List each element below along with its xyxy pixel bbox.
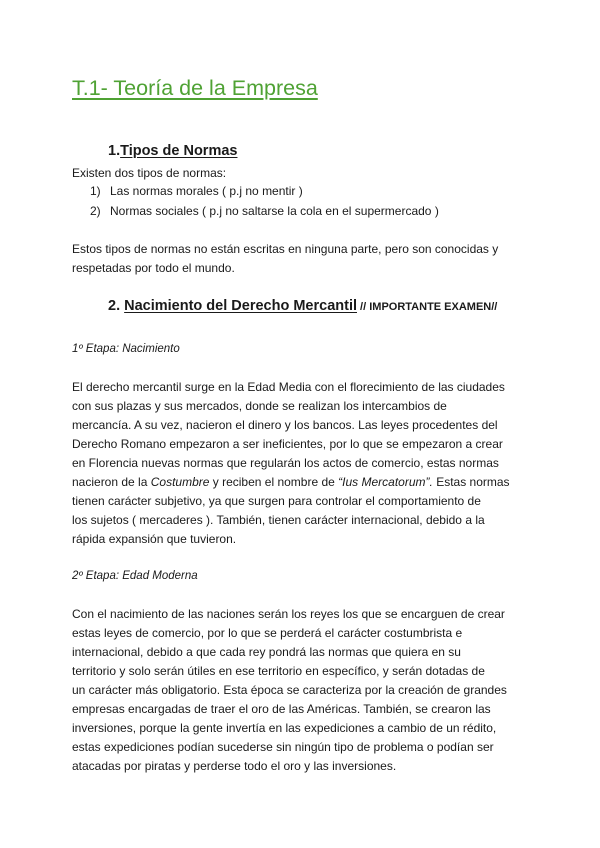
etapa-2-label: 2º Etapa: Edad Moderna bbox=[72, 570, 198, 582]
etapa-2-paragraph: Con el nacimiento de las naciones serán los reyes los que se encarguen de crear estas leyes de comercio, por lo que se perderá el carácter costumbrista e internacional, debido a que cada rey pondrá las normas que quiera en su territorio y solo serán útiles en ese territorio en específico, y serán dotadas de un carácter más obligatorio. Esta época se caracteriza por la creación de grandes empresas encargadas de traer el oro de las Américas. También, se crearon las inversiones, porque la gente invertía en las expediciones a cambio de un rédito, estas expediciones podían sucederse sin ningún tipo de problema o podían ser atacadas por piratas y perderse todo el oro y las inversiones. bbox=[72, 607, 507, 773]
section-2-heading bbox=[108, 298, 497, 314]
document-title: T.1- Teoría de la Empresa bbox=[72, 76, 318, 100]
ius-mercatorum-term: “Ius Mercatorum”. bbox=[338, 475, 433, 489]
costumbre-term: Costumbre bbox=[150, 475, 210, 489]
exam-tag: // IMPORTANTE EXAMEN// bbox=[357, 301, 498, 313]
section-1-heading bbox=[108, 143, 237, 159]
section-1-number: 1. bbox=[108, 143, 121, 159]
section-2-title: Nacimiento del Derecho Mercantil bbox=[124, 298, 357, 314]
section-1-intro: Existen dos tipos de normas: bbox=[72, 166, 227, 180]
etapa-1-paragraph: El derecho mercantil surge en la Edad Media con el florecimiento de las ciudades con sus plazas y sus mercados, donde se realizan los intercambios de mercancía. A su vez, nacieron el dinero y los bancos. Las leyes procedentes del Derecho Romano empezaron a ser ineficientes, por lo que se empezaron a crear en Florencia nuevas normas que regularán los actos de comercio, estas normas nacieron de la Costumbre y reciben el nombre de “Ius Mercatorum”. Estas normas tienen carácter subjetivo, ya que surgen para controlar el comportamiento de los sujetos ( mercaderes ). También, tienen carácter internacional, debido a la rápida expansión que tuvieron. bbox=[72, 380, 510, 546]
etapa-1-label: 1º Etapa: Nacimiento bbox=[72, 343, 180, 355]
list-item: 2) Normas sociales ( p.j no saltarse la cola en el supermercado ) bbox=[90, 204, 439, 218]
list-item: 1) Las normas morales ( p.j no mentir ) bbox=[90, 184, 303, 198]
norm-types-list bbox=[90, 181, 439, 221]
section-1-paragraph: Estos tipos de normas no están escritas en ninguna parte, pero son conocidas y respetadas por todo el mundo. bbox=[72, 242, 499, 275]
section-2-number: 2. bbox=[108, 298, 121, 314]
section-1-title: Tipos de Normas bbox=[120, 143, 238, 159]
